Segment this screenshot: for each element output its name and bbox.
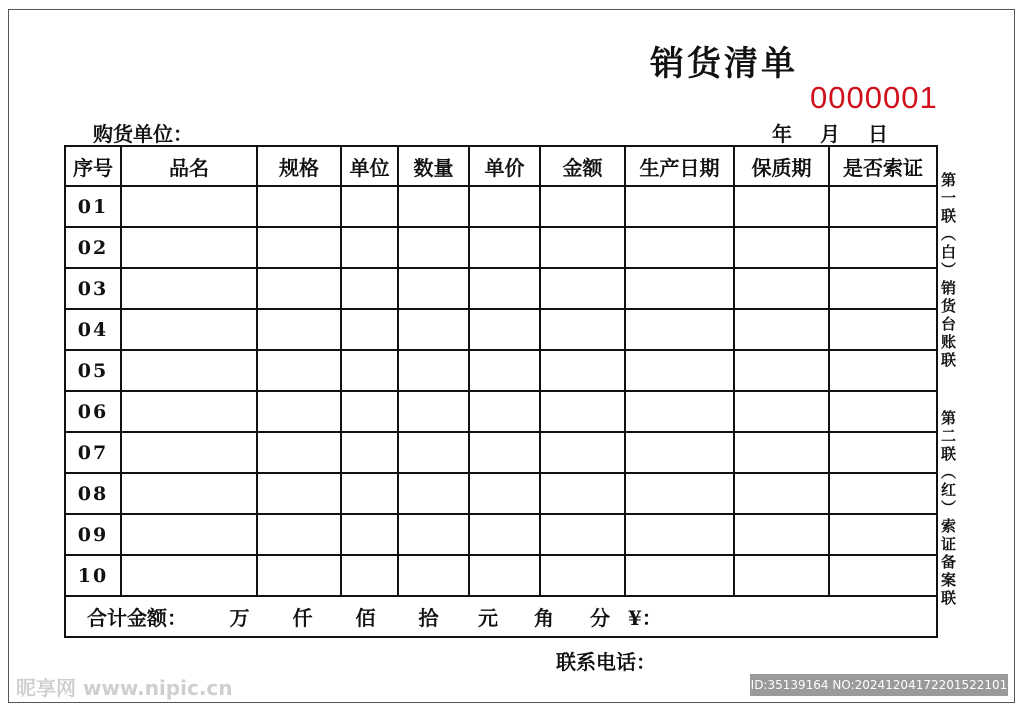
table-row: [65, 391, 937, 432]
column-header: 是否索证: [829, 146, 937, 186]
table-cell[interactable]: [398, 268, 469, 309]
table-cell[interactable]: [341, 432, 398, 473]
column-header: 品名: [121, 146, 257, 186]
table-cell[interactable]: [257, 350, 341, 391]
table-cell[interactable]: [257, 186, 341, 227]
table-cell[interactable]: [121, 268, 257, 309]
table-cell[interactable]: [734, 227, 829, 268]
table-row: [65, 309, 937, 350]
table-cell[interactable]: [121, 309, 257, 350]
table-cell[interactable]: [121, 555, 257, 596]
table-cell[interactable]: [734, 350, 829, 391]
table-cell[interactable]: [341, 309, 398, 350]
table-cell[interactable]: [469, 268, 540, 309]
table-row: [65, 186, 937, 227]
table-cell[interactable]: [540, 350, 625, 391]
column-header: 数量: [398, 146, 469, 186]
table-cell[interactable]: [469, 432, 540, 473]
table-cell[interactable]: [398, 227, 469, 268]
row-number: 08: [65, 473, 121, 514]
total-unit-yuan: 元: [478, 606, 498, 630]
date-line: [772, 118, 888, 147]
table-cell[interactable]: [398, 350, 469, 391]
table-cell[interactable]: [257, 432, 341, 473]
table-row: [65, 432, 937, 473]
total-row: [65, 596, 937, 637]
table-cell[interactable]: [625, 391, 734, 432]
contact-phone-label: 联系电话：: [556, 650, 656, 674]
table-cell[interactable]: [625, 555, 734, 596]
goods-table: [64, 145, 938, 638]
column-header: 保质期: [734, 146, 829, 186]
table-cell[interactable]: [257, 514, 341, 555]
table-cell[interactable]: [829, 268, 937, 309]
table-cell[interactable]: [469, 309, 540, 350]
form-title: 销货清单: [650, 44, 798, 84]
table-cell[interactable]: [540, 473, 625, 514]
table-cell[interactable]: [469, 473, 540, 514]
table-row: [65, 268, 937, 309]
row-number: 06: [65, 391, 121, 432]
table-cell[interactable]: [121, 391, 257, 432]
table-cell[interactable]: [734, 473, 829, 514]
column-header: 单价: [469, 146, 540, 186]
table-cell[interactable]: [398, 186, 469, 227]
table-cell[interactable]: [341, 514, 398, 555]
table-row: [65, 350, 937, 391]
row-number: 07: [65, 432, 121, 473]
table-cell[interactable]: [341, 268, 398, 309]
row-number: 10: [65, 555, 121, 596]
total-unit-bai: 佰: [355, 606, 376, 630]
table-cell[interactable]: [625, 350, 734, 391]
table-cell[interactable]: [398, 309, 469, 350]
table-cell[interactable]: [734, 514, 829, 555]
table-cell[interactable]: [257, 309, 341, 350]
column-header: 规格: [257, 146, 341, 186]
table-cell[interactable]: [121, 350, 257, 391]
table-cell[interactable]: [341, 473, 398, 514]
table-cell[interactable]: [540, 555, 625, 596]
serial-number: 0000001: [810, 80, 938, 115]
row-number: 09: [65, 514, 121, 555]
table-cell[interactable]: [257, 473, 341, 514]
table-cell[interactable]: [829, 227, 937, 268]
table-cell[interactable]: [341, 227, 398, 268]
table-cell[interactable]: [829, 309, 937, 350]
column-header: 金额: [540, 146, 625, 186]
table-cell[interactable]: [469, 186, 540, 227]
table-cell[interactable]: [121, 186, 257, 227]
table-cell[interactable]: [734, 186, 829, 227]
table-cell[interactable]: [341, 391, 398, 432]
table-cell[interactable]: [469, 227, 540, 268]
table-cell[interactable]: [257, 555, 341, 596]
date-year-label: 年: [772, 122, 792, 146]
row-number: 03: [65, 268, 121, 309]
row-number: 05: [65, 350, 121, 391]
total-unit-fen: 分: [590, 606, 610, 630]
table-cell[interactable]: [540, 514, 625, 555]
table-cell[interactable]: [398, 432, 469, 473]
table-cell[interactable]: [540, 391, 625, 432]
total-unit-jiao: 角: [534, 606, 554, 630]
table-cell[interactable]: [829, 432, 937, 473]
total-unit-qian: 仟: [292, 606, 313, 630]
column-header: 单位: [341, 146, 398, 186]
total-unit-shi: 拾: [418, 606, 439, 630]
column-header: 生产日期: [625, 146, 734, 186]
table-cell[interactable]: [398, 391, 469, 432]
watermark-id: ID:35139164 NO:20241204172201522101: [750, 674, 1008, 696]
table-cell[interactable]: [734, 309, 829, 350]
table-cell[interactable]: [625, 432, 734, 473]
table-cell[interactable]: [829, 350, 937, 391]
table-cell[interactable]: [625, 186, 734, 227]
table-cell[interactable]: [540, 186, 625, 227]
date-day-label: 日: [868, 122, 888, 146]
currency-label: ¥：: [628, 606, 662, 630]
table-cell[interactable]: [625, 268, 734, 309]
copy-label-white: 第一联（白）销货台账联: [939, 172, 957, 370]
table-cell[interactable]: [734, 391, 829, 432]
table-cell[interactable]: [398, 514, 469, 555]
table-cell[interactable]: [341, 555, 398, 596]
table-cell[interactable]: [734, 432, 829, 473]
table-cell[interactable]: [257, 391, 341, 432]
table-cell[interactable]: [829, 186, 937, 227]
table-row: [65, 514, 937, 555]
table-cell[interactable]: [829, 555, 937, 596]
table-cell[interactable]: [540, 268, 625, 309]
table-cell[interactable]: [257, 227, 341, 268]
copy-label-red: 第二联（红）索证备案联: [939, 410, 957, 608]
total-unit-wan: 万: [229, 606, 250, 630]
table-row: [65, 473, 937, 514]
table-cell[interactable]: [829, 391, 937, 432]
table-cell[interactable]: [734, 268, 829, 309]
buyer-label: 购货单位：: [93, 122, 193, 146]
row-number: 04: [65, 309, 121, 350]
table-cell[interactable]: [540, 432, 625, 473]
table-cell[interactable]: [625, 514, 734, 555]
table-cell[interactable]: [398, 473, 469, 514]
table-cell[interactable]: [540, 227, 625, 268]
table-cell[interactable]: [625, 309, 734, 350]
total-cell: [65, 596, 937, 637]
table-cell[interactable]: [469, 555, 540, 596]
watermark-site: 昵享网 www.nipic.cn: [16, 676, 233, 700]
table-cell[interactable]: [121, 473, 257, 514]
table-row: [65, 555, 937, 596]
table-cell[interactable]: [829, 473, 937, 514]
table-cell[interactable]: [398, 555, 469, 596]
total-label: 合计金额：: [87, 606, 187, 630]
table-cell[interactable]: [625, 227, 734, 268]
table-cell[interactable]: [257, 268, 341, 309]
table-cell[interactable]: [625, 473, 734, 514]
table-cell[interactable]: [121, 514, 257, 555]
table-cell[interactable]: [469, 350, 540, 391]
table-cell[interactable]: [829, 514, 937, 555]
table-cell[interactable]: [469, 514, 540, 555]
table-cell[interactable]: [540, 309, 625, 350]
row-number: 02: [65, 227, 121, 268]
table-header-row: [65, 146, 937, 186]
table-cell[interactable]: [341, 350, 398, 391]
table-cell[interactable]: [734, 555, 829, 596]
table-row: [65, 227, 937, 268]
table-cell[interactable]: [469, 391, 540, 432]
table-cell[interactable]: [121, 227, 257, 268]
table-cell[interactable]: [341, 186, 398, 227]
date-month-label: 月: [820, 122, 840, 146]
row-number: 01: [65, 186, 121, 227]
column-header: 序号: [65, 146, 121, 186]
table-cell[interactable]: [121, 432, 257, 473]
